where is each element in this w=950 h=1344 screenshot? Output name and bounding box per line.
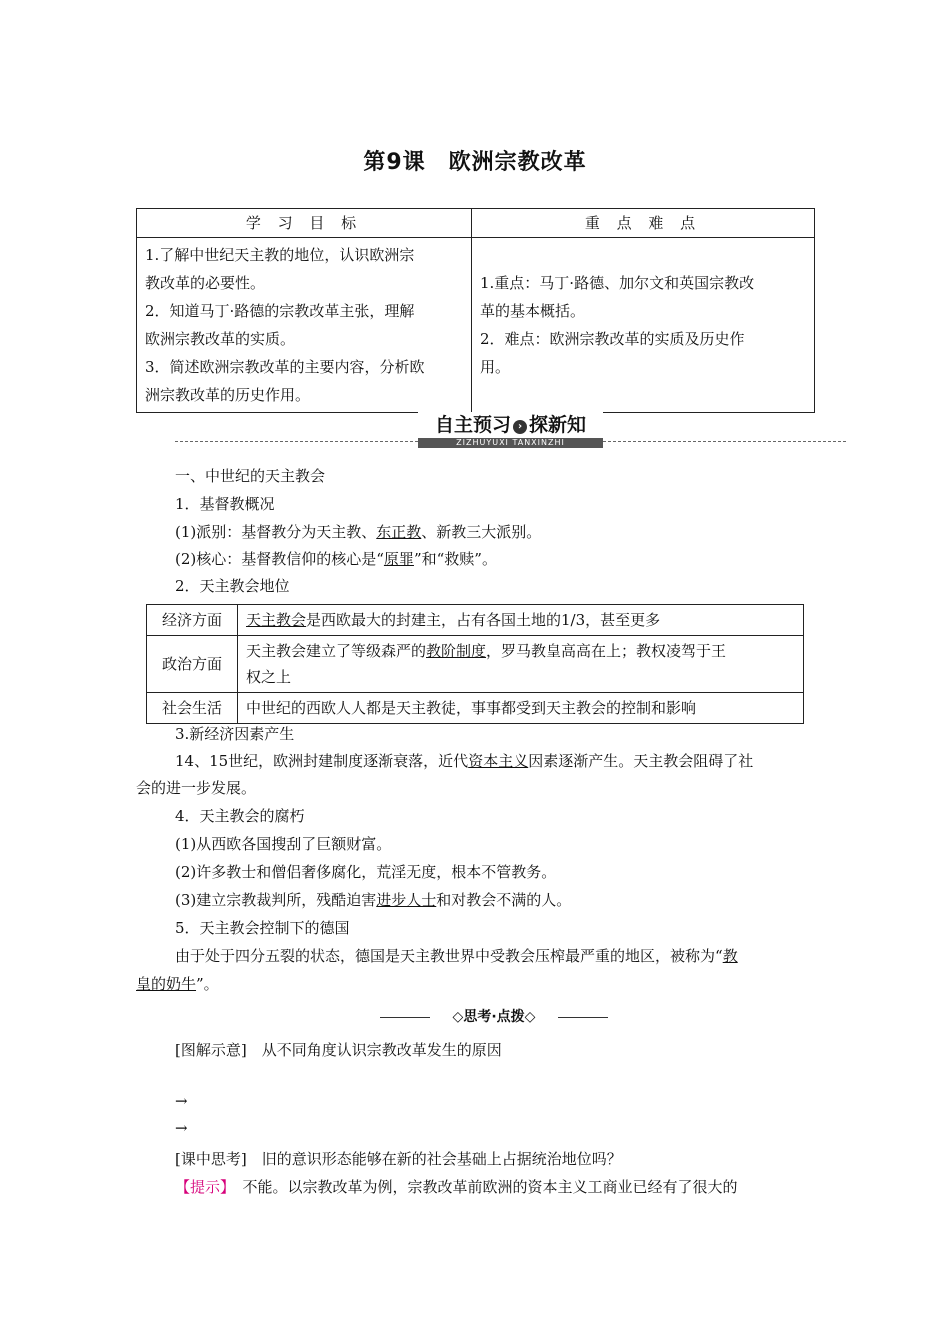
subsection-title: 3.新经济因素产生 [175,725,295,743]
row-label: 经济方面 [147,605,238,636]
table-row [147,693,804,724]
key-point-line: 革的基本概括。 [480,302,586,320]
subsection-title: 1．基督教概况 [175,495,275,513]
diagram-tag: [图解示意] [175,1041,247,1059]
text-line: 皇的奶牛”。 [136,975,219,993]
underlined-term: 进步人士 [376,891,437,909]
arrow-icon: → [175,1092,188,1110]
table-row [147,636,804,693]
row-text: 中世纪的西欧人人都是天主教徒，事事都受到天主教会的控制和影响 [238,693,804,724]
text-line: (2)许多教士和僧侣奢侈腐化，荒淫无度，根本不管教务。 [175,863,557,881]
arrow-icon: → [175,1119,188,1137]
underlined-term: 教 [722,947,738,965]
underlined-term: 原罪 [383,550,414,568]
objective-line: 3．简述欧洲宗教改革的主要内容，分析欧 [145,358,425,376]
row-label: 政治方面 [147,636,238,693]
objectives-cell [137,238,472,413]
objective-line: 1.了解中世纪天主教的地位，认识欧洲宗 [145,246,415,264]
objectives-header: 学 习 目 标 [137,209,472,238]
objective-line: 洲宗教改革的历史作用。 [145,386,311,404]
objectives-table [136,208,815,413]
banner-subtitle: ZIZHUYUXI TANXINZHI [418,438,603,448]
banner-arrow-icon: › [513,420,527,434]
text-line: 14、15世纪，欧洲封建制度逐渐衰落，近代资本主义因素逐渐产生。天主教会阻碍了社 [175,752,754,770]
divider-right [603,441,846,442]
diagram-line: [图解示意] 从不同角度认识宗教改革发生的原因 [175,1041,502,1059]
question-line: [课中思考] 旧的意识形态能够在新的社会基础上占据统治地位吗？ [175,1150,622,1168]
church-status-table [146,604,804,724]
text-line: (3)建立宗教裁判所，残酷迫害进步人士和对教会不满的人。 [175,891,572,909]
underlined-term: 东正教 [376,523,422,541]
underlined-term: 皇的奶牛 [136,975,197,993]
banner-main: 自主预习 [434,414,511,436]
key-points-cell [472,238,815,413]
text-line: 会的进一步发展。 [136,779,257,797]
row-label: 社会生活 [147,693,238,724]
objective-line: 欧洲宗教改革的实质。 [145,330,296,348]
subsection-title: 4．天主教会的腐朽 [175,807,305,825]
table-row [147,605,804,636]
section-banner [418,412,603,446]
divider-left [175,441,418,442]
key-point-line: 2．难点：欧洲宗教改革的实质及历史作 [480,330,745,348]
row-text: 天主教会是西欧最大的封建主，占有各国土地的1/3，甚至更多 [238,605,804,636]
page-title: 第9课 欧洲宗教改革 [363,150,587,175]
text-line: (1)从西欧各国搜刮了巨额财富。 [175,835,392,853]
think-label: 思考·点拨 [463,1009,525,1025]
hint-line: 【提示】 不能。以宗教改革为例，宗教改革前欧洲的资本主义工商业已经有了很大的 [175,1178,738,1196]
hint-tag: 【提示】 [175,1178,228,1196]
objective-line: 2．知道马丁·路德的宗教改革主张，理解 [145,302,415,320]
key-points-header: 重 点 难 点 [472,209,815,238]
text-line: 由于处于四分五裂的状态，德国是天主教世界中受教会压榨最严重的地区，被称为“教 [175,947,738,965]
row-text: 天主教会建立了等级森严的教阶制度，罗马教皇高高在上；教权凌驾于王 权之上 [238,636,804,693]
key-point-line: 用。 [480,358,511,376]
section-heading: 一、中世纪的天主教会 [175,467,326,485]
banner-accent: 探新知 [529,414,587,436]
subsection-title: 2．天主教会地位 [175,577,290,595]
text-line: (2)核心：基督教信仰的核心是“原罪”和“救赎”。 [175,550,497,568]
text-line: (1)派别：基督教分为天主教、东正教、新教三大派别。 [175,523,542,541]
question-tag: [课中思考] [175,1150,247,1168]
objective-line: 教改革的必要性。 [145,274,266,292]
underlined-term: 资本主义 [468,752,529,770]
subsection-title: 5．天主教会控制下的德国 [175,919,350,937]
key-point-line: 1.重点：马丁·路德、加尔文和英国宗教改 [480,274,755,292]
